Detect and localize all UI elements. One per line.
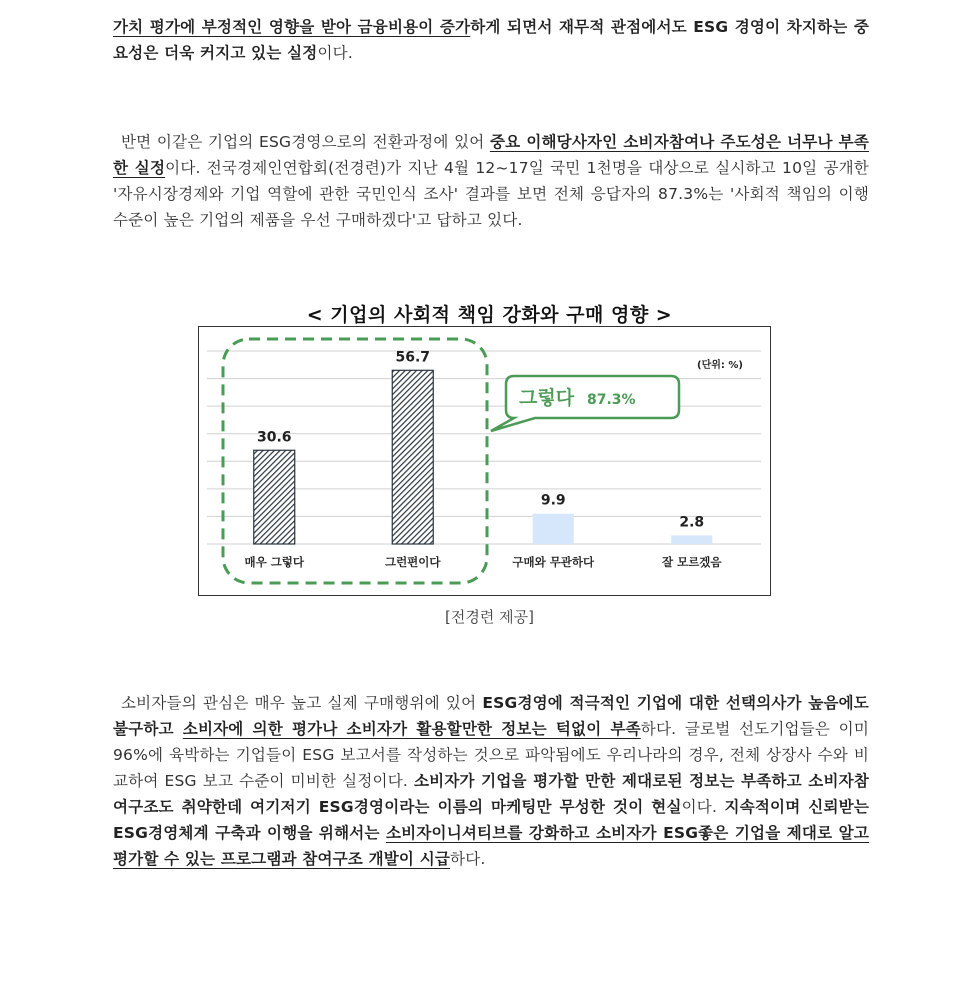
p2-lead: 반면 이같은 기업의 ESG경영으로의 전환과정에 있어 xyxy=(121,133,490,151)
chart-caption: [전경련 제공] xyxy=(445,608,534,626)
p3-emph-1: 소비자에 의한 평가나 소비자가 활용할만한 정보는 턱없이 부족 xyxy=(182,720,641,738)
callout-label: 그렇다 xyxy=(519,387,575,409)
p1-bold: 하게 되면서 재무적 관점에서도 ESG 경영이 차지하는 중요성은 더욱 커지고 있는 실정 xyxy=(113,18,869,62)
p3-bold-3: 지속적이며 신뢰받는 ESG경영체계 구축과 이행을 위해서는 xyxy=(113,798,869,842)
bar xyxy=(392,370,433,544)
p3-body-1: 하다. 글로벌 선도기업들은 이미 96%에 육박하는 기업들이 ESG 보고서를 작성하는 것으로 파악됨에도 우리나라의 경우, 전체 상장사 수와 비교하여 ESG 보고 수준이 미비한 실정이다. xyxy=(113,720,869,790)
bar-value-label: 56.7 xyxy=(395,349,431,366)
p1-emph: 가치 평가에 부정적인 영향을 받아 금융비용이 증가 xyxy=(113,18,471,36)
p3-emph-2: 소비자이니셔티브를 강화하고 소비자가 ESG좋은 기업을 제대로 알고 평가할 수 있는 프로그램과 참여구조 개발이 시급 xyxy=(113,824,869,868)
paragraph-3 xyxy=(113,690,869,872)
bar xyxy=(533,514,574,544)
bar xyxy=(671,535,712,544)
category-label: 구매와 무관하다 xyxy=(512,555,595,569)
bar-value-label: 2.8 xyxy=(679,514,705,531)
p3-bold-2: 소비자가 기업을 평가할 만한 제대로된 정보는 부족하고 소비자참여구조도 취약한데 여기저기 ESG경영이라는 이름의 마케팅만 무성한 것이 현실 xyxy=(113,772,869,816)
bar-chart xyxy=(199,327,769,594)
bar xyxy=(254,450,295,544)
p2-emph: 중요 이해당사자인 소비자참여나 주도성은 너무나 부족한 실정 xyxy=(113,133,870,177)
p3-tail: 하다. xyxy=(450,850,486,868)
chart-frame xyxy=(198,326,771,596)
category-label: 잘 모르겠음 xyxy=(661,555,722,569)
chart-title: < 기업의 사회적 책임 강화와 구매 영향 > xyxy=(306,304,673,326)
p3-bold-1: ESG경영에 적극적인 기업에 대한 선택의사가 높음에도 불구하고 xyxy=(113,694,869,738)
callout-bubble xyxy=(491,376,679,431)
paragraph-2 xyxy=(113,129,869,233)
unit-label: (단위: %) xyxy=(697,360,743,371)
bar-value-label: 30.6 xyxy=(256,429,292,446)
bar-value-label: 9.9 xyxy=(540,492,566,509)
p3-lead: 소비자들의 관심은 매우 높고 실제 구매행위에 있어 xyxy=(121,694,483,712)
callout-value: 87.3% xyxy=(587,392,636,408)
p1-tail: 이다. xyxy=(317,44,353,62)
p3-body-2: 이다. xyxy=(681,798,725,816)
p2-body: 이다. 전국경제인연합회(전경련)가 지난 4월 12~17일 국민 1천명을 대상으로 실시하고 10일 공개한 '자유시장경제와 기업 역할에 관한 국민인식 조사' 결과를 보면 전체 응답자의 87.3%는 '사회적 책임의 이행 수준이 높은 기업의 제품을 우선 구매하겠다'고 답하고 있다. xyxy=(113,159,869,229)
category-label: 매우 그렇다 xyxy=(244,555,305,569)
paragraph-1 xyxy=(113,14,869,66)
category-label: 그런편이다 xyxy=(384,555,441,569)
